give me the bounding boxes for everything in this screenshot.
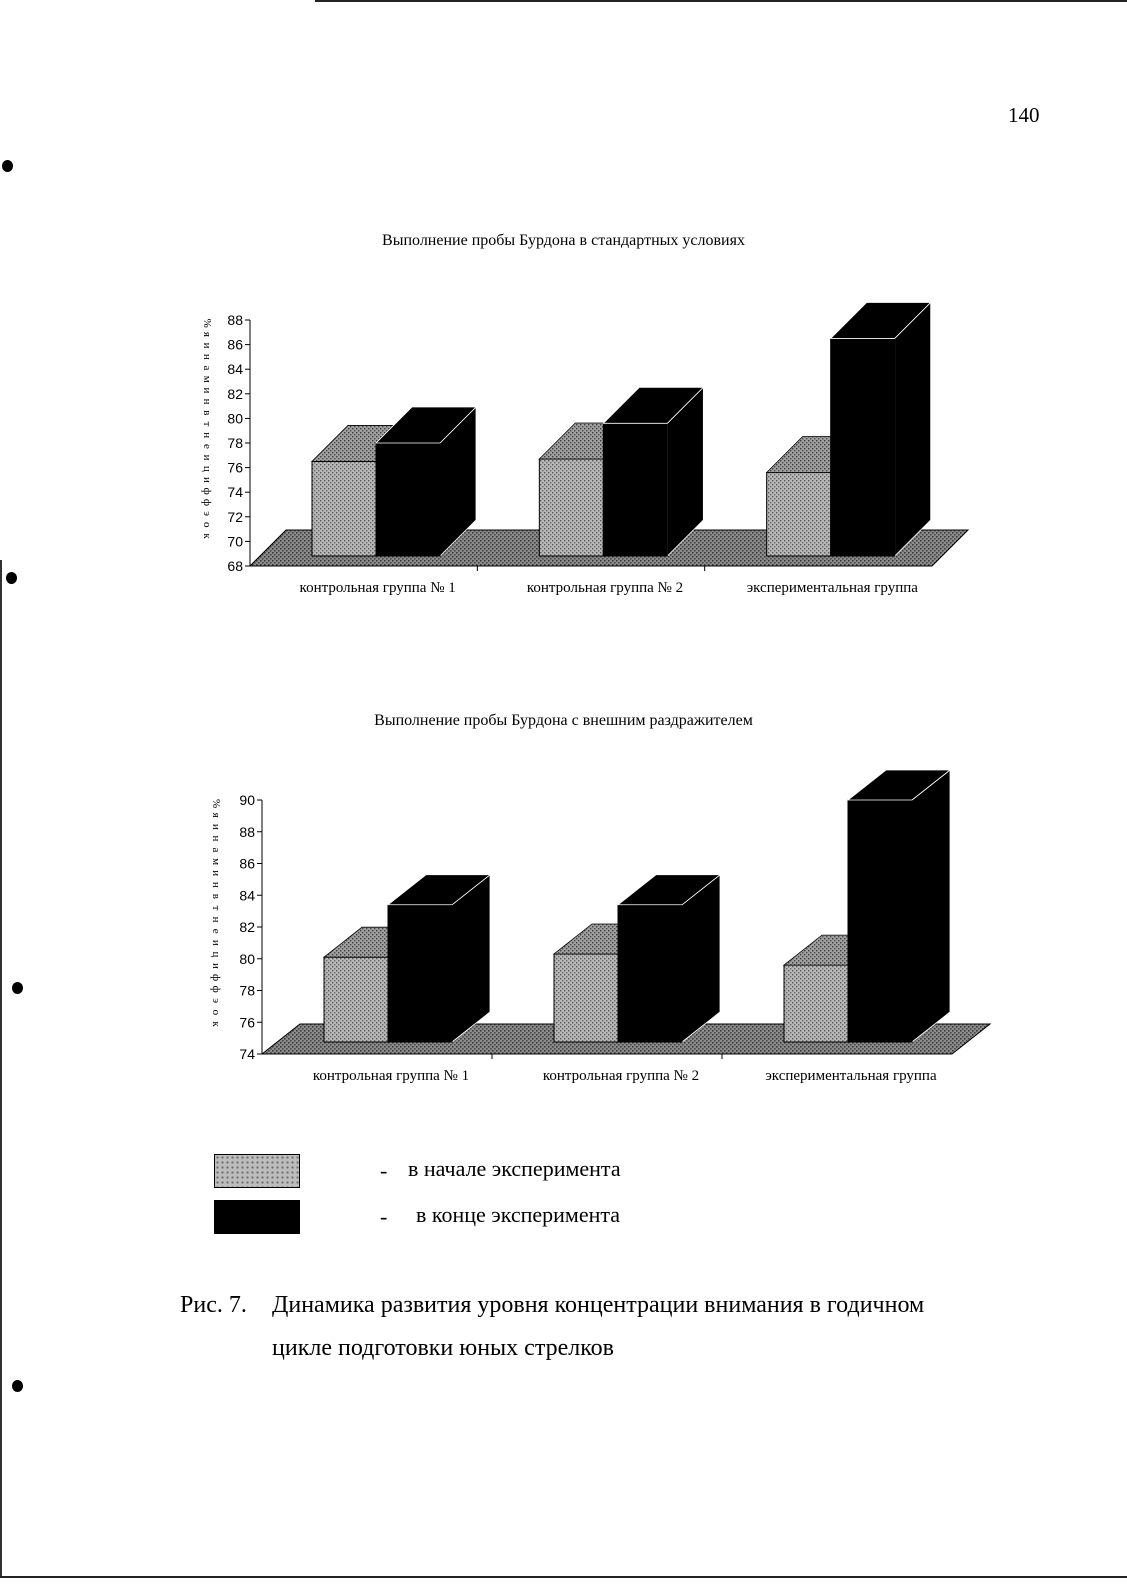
- x-category-label: контрольная группа № 1: [312, 1068, 470, 1084]
- bar: [324, 957, 388, 1042]
- y-tick-label: 74: [227, 484, 243, 501]
- y-axis-title-char: н: [201, 353, 213, 360]
- y-axis-title-char: е: [201, 443, 213, 449]
- x-category-label: контрольная группа № 1: [299, 580, 456, 596]
- y-axis-title-char: ф: [201, 498, 213, 506]
- figure-caption-prefix: Рис. 7.: [180, 1292, 247, 1318]
- y-tick-label: 68: [227, 558, 243, 574]
- y-axis-title-char: и: [210, 823, 222, 830]
- y-axis-title-char: е: [210, 928, 222, 934]
- y-axis-title-char: н: [201, 432, 213, 439]
- bar: [848, 800, 912, 1042]
- y-axis-title-char: в: [210, 893, 222, 900]
- figure-caption-line1: Динамика развития уровня концентрации внимания в годичном: [272, 1292, 925, 1318]
- bar: [767, 473, 831, 556]
- y-axis-title-char: ц: [210, 951, 222, 958]
- y-axis-title-char: я: [201, 331, 213, 337]
- y-tick-label: 86: [227, 336, 243, 353]
- y-tick-label: 86: [239, 855, 255, 872]
- figure-caption-line2: цикле подготовки юных стрелков: [272, 1335, 615, 1361]
- y-axis-title-char: э: [210, 998, 222, 1004]
- x-category-label: контрольная группа № 2: [542, 1068, 700, 1084]
- y-tick-label: 78: [227, 435, 243, 451]
- y-axis-title-char: э: [201, 511, 213, 516]
- legend-label-end: в конце эксперимента: [416, 1202, 621, 1227]
- y-tick-label: 82: [227, 385, 243, 402]
- y-axis-title-char: т: [201, 421, 213, 427]
- y-tick-label: 74: [239, 1046, 255, 1062]
- y-axis-title-char: и: [201, 342, 213, 349]
- y-axis-title-char: в: [201, 410, 213, 416]
- y-axis-title-char: и: [201, 477, 213, 483]
- y-axis-title-char: а: [210, 847, 222, 853]
- bar-side: [912, 770, 950, 1042]
- y-tick-label: 76: [227, 459, 243, 476]
- chart1-title: Выполнение пробы Бурдона в стандартных условиях: [382, 232, 745, 249]
- y-axis-title-char: и: [201, 454, 213, 461]
- y-tick-label: 76: [239, 1014, 255, 1031]
- bar: [388, 905, 452, 1042]
- y-axis-title-char: м: [201, 375, 213, 383]
- y-axis-title-char: н: [210, 881, 222, 888]
- legend-dash: -: [380, 1158, 388, 1183]
- y-axis-title-char: и: [210, 963, 222, 969]
- page-edge-top: [315, 0, 1127, 2]
- y-axis-title-char: м: [210, 858, 222, 866]
- y-axis-title-char: н: [201, 398, 213, 405]
- bar-side: [895, 302, 931, 556]
- y-axis-title-char: я: [210, 812, 222, 818]
- y-axis-title-char: ц: [201, 465, 213, 472]
- y-tick-label: 72: [227, 508, 243, 525]
- y-axis-title-char: и: [201, 387, 213, 394]
- page-edge-bottom: [0, 1576, 1127, 1578]
- y-axis-title-char: к: [201, 533, 213, 539]
- y-axis-title-char: и: [210, 939, 222, 946]
- y-axis-title-char: о: [210, 1009, 222, 1016]
- bar: [539, 459, 603, 556]
- x-category-label: контрольная группа № 2: [526, 580, 684, 596]
- y-tick-label: 80: [239, 950, 255, 967]
- legend-swatch-end: [214, 1200, 300, 1234]
- y-tick-label: 84: [239, 887, 255, 904]
- y-axis-title-char: %: [210, 799, 222, 809]
- chart1: [0, 300, 1127, 610]
- y-tick-label: 88: [227, 312, 243, 328]
- binding-hole-mark: [12, 1380, 23, 1392]
- bar: [831, 338, 895, 556]
- bar: [554, 954, 618, 1042]
- y-axis-title-char: н: [210, 835, 222, 842]
- y-tick-label: 84: [227, 361, 243, 378]
- page-number: 140: [1008, 103, 1040, 127]
- bar: [618, 905, 682, 1042]
- y-axis-title-char: н: [210, 916, 222, 923]
- y-axis-title-char: а: [201, 365, 213, 371]
- y-axis-title-char: к: [210, 1021, 222, 1027]
- y-axis-title-char: ф: [201, 487, 213, 495]
- legend-dash: -: [380, 1204, 388, 1229]
- x-category-label: экспериментальная группа: [765, 1068, 937, 1084]
- y-tick-label: 88: [239, 823, 255, 840]
- chart2-title: Выполнение пробы Бурдона с внешним раздражителем: [374, 712, 753, 729]
- legend-swatch-start: [214, 1154, 300, 1188]
- bar: [376, 443, 440, 556]
- y-axis-title-char: и: [210, 870, 222, 877]
- bar: [603, 423, 667, 556]
- x-category-label: экспериментальная группа: [746, 580, 918, 596]
- y-axis-title-char: ф: [210, 985, 222, 993]
- y-axis-title-char: т: [210, 905, 222, 911]
- y-axis-title-char: %: [201, 318, 213, 328]
- y-axis-title-char: ф: [210, 974, 222, 982]
- y-tick-label: 78: [239, 982, 255, 999]
- binding-hole-mark: [2, 160, 13, 172]
- y-tick-label: 90: [239, 792, 255, 808]
- legend-label-start: в начале эксперимента: [408, 1156, 621, 1181]
- y-tick-label: 70: [227, 533, 243, 550]
- bar: [784, 965, 848, 1042]
- y-tick-label: 82: [239, 919, 255, 935]
- y-tick-label: 80: [227, 410, 243, 427]
- chart2: [0, 770, 1127, 1090]
- bar: [312, 461, 376, 556]
- y-axis-title-char: о: [201, 522, 213, 528]
